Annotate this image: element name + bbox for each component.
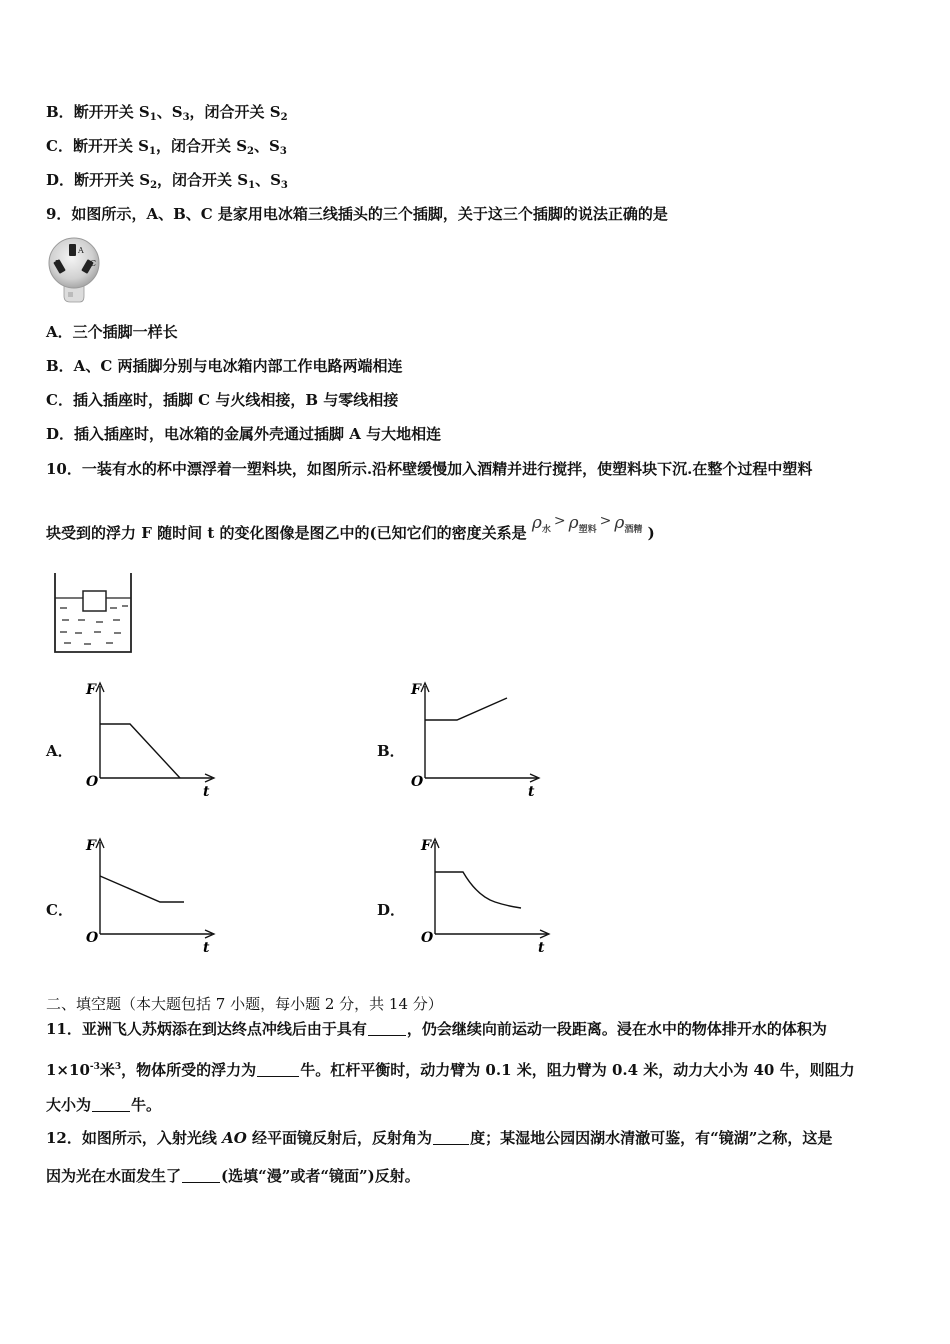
q12-line1: 12．如图所示，入射光线 AO 经平面镜反射后，反射角为 度；某湿地公园因湖水清澈可鉴，有“镜湖”之称，这是	[46, 1129, 833, 1147]
q11-line3: 大小为 牛。	[46, 1096, 162, 1114]
q8-option-b: B．断开开关 $S_1$、$S_3$，闭合开关 $S_2$	[46, 103, 288, 123]
plug-label-a: A	[78, 246, 84, 255]
plug-figure	[44, 234, 104, 306]
graph-a	[80, 678, 220, 802]
q12-line2: 因为光在水面发生了 (选填“漫”或者“镜面”)反射。	[46, 1167, 420, 1185]
q9-option-c: C．插入插座时，插脚 C 与火线相接，B 与零线相接	[46, 391, 399, 409]
rho-plastic: 塑料	[578, 525, 597, 535]
graph-option-d-label: D．	[377, 901, 406, 919]
graph-a-o-label: O	[86, 774, 99, 790]
graph-c-o-label: O	[86, 930, 99, 946]
rho-water: 水	[541, 525, 551, 535]
q9-option-d: D．插入插座时，电冰箱的金属外壳通过插脚 A 与大地相连	[46, 425, 442, 443]
plastic-block	[83, 591, 106, 611]
graph-c-f-label: F	[86, 838, 96, 854]
graph-option-a-label: A．	[46, 742, 73, 760]
q9-option-a: A．三个插脚一样长	[46, 323, 178, 341]
q12-blank-1	[433, 1130, 469, 1145]
graph-option-b-label: B．	[377, 742, 405, 760]
q8-option-d: D．断开开关 $S_2$，闭合开关 $S_1$、$S_3$	[46, 171, 288, 191]
graph-b-f-label: F	[411, 682, 421, 698]
q10-stem-line1: 10．一装有水的杯中漂浮着一塑料块，如图所示.沿杯壁缓慢加入酒精并进行搅拌，使塑料块下沉.在整个过程中塑料	[46, 460, 813, 478]
graph-b-o-label: O	[411, 774, 424, 790]
q11-blank-1	[368, 1021, 406, 1036]
graph-d-t-label: t	[538, 940, 545, 956]
graph-c-t-label: t	[203, 940, 210, 956]
graph-c-curve	[100, 876, 184, 902]
cup-figure	[50, 570, 136, 656]
rho-alcohol: 酒精	[624, 525, 643, 535]
graph-c	[80, 834, 220, 958]
q9-option-b: B．A、C 两插脚分别与电冰箱内部工作电路两端相连	[46, 357, 403, 375]
graph-b-t-label: t	[528, 784, 535, 800]
graph-a-f-label: F	[86, 682, 96, 698]
q11-blank-2	[257, 1062, 299, 1077]
q11-line2: $1\times 10^{-3}$米$^3$，物体所受的浮力为 牛。杠杆平衡时，动力臂为 0.1 米，阻力臂为 0.4 米，动力大小为 40 牛，则阻力	[46, 1061, 855, 1079]
graph-b	[405, 678, 545, 802]
q9-stem: 9．如图所示，A、B、C 是家用电冰箱三线插头的三个插脚，关于这三个插脚的说法正确的是	[46, 205, 668, 223]
graph-d-o-label: O	[421, 930, 434, 946]
plug-label-b: B	[55, 259, 61, 268]
graph-d-f-label: F	[421, 838, 431, 854]
q12-blank-2	[182, 1168, 220, 1183]
graph-a-curve	[100, 724, 180, 778]
graph-d-curve	[435, 872, 521, 908]
graph-d	[415, 834, 555, 958]
graph-option-c-label: C．	[46, 901, 73, 919]
graph-a-t-label: t	[203, 784, 210, 800]
q8-option-c: C．断开开关 $S_1$，闭合开关 $S_2$、$S_3$	[46, 137, 287, 157]
q10-stem-line2: 块受到的浮力 F 随时间 t 的变化图像是图乙中的(已知它们的密度关系是 $\rho_水> \rho_{塑料}> \rho_{酒精}$ )	[46, 513, 655, 542]
q11-line1: 11．亚洲飞人苏炳添在到达终点冲线后由于具有 ，仍会继续向前运动一段距离。浸在水中的物体排开水的体积为	[46, 1020, 827, 1038]
plug-label-c: C	[90, 259, 97, 268]
rho-symbol: ρ	[531, 513, 542, 533]
q11-blank-3	[92, 1097, 130, 1112]
section2-title: 二、填空题（本大题包括 7 小题，每小题 2 分，共 14 分）	[46, 995, 443, 1013]
graph-b-curve	[425, 698, 507, 720]
